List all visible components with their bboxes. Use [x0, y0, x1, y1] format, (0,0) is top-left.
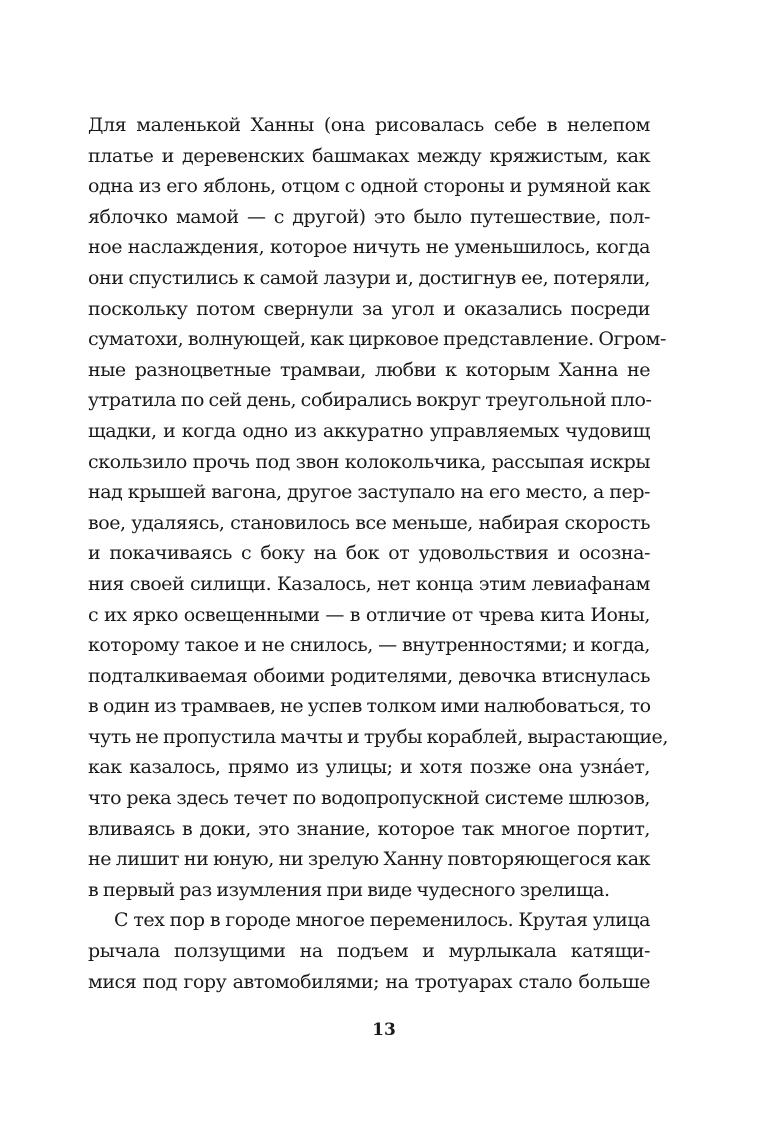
text-line: которому такое и не снилось, — внутренностями; и когда,	[88, 634, 650, 657]
text-line: вливаясь в доки, это знание, которое так многое портит,	[88, 817, 650, 840]
text-line: не лишит ни юную, ни зрелую Ханну повторяющегося как	[88, 848, 650, 871]
text-line: Для маленькой Ханны (она рисовалась себе в нелепом	[88, 114, 650, 136]
text-line: в один из трамваев, не успев толком ими налюбоваться, то	[88, 695, 651, 718]
text-line: одна из его яблонь, отцом с одной стороны и румяной как	[88, 175, 650, 198]
text-line: утратила по сей день, собирались вокруг треугольной пло-	[88, 389, 652, 412]
text-line: они спустились к самой лазури и, достигнув ее, потеряли,	[88, 266, 650, 289]
text-line: как казалось, прямо из улицы; и хотя позже она узна́ет,	[88, 756, 650, 779]
text-line: рычала ползущими на подъем и мурлыкала катящи-	[88, 940, 650, 963]
text-line: что река здесь течет по водопропускной системе шлюзов,	[88, 787, 650, 810]
text-line: яблочко мамой — с другой) это было путешествие, пол-	[88, 205, 650, 228]
text-line: чуть не пропустила мачты и трубы кораблей, вырастающие,	[88, 725, 668, 748]
page-number: 13	[372, 1020, 396, 1040]
text-line: ные разноцветные трамваи, любви к которым Ханна не	[88, 358, 650, 381]
text-line: ния своей силищи. Казалось, нет конца этим левиафанам	[88, 572, 650, 595]
text-line: ное наслаждения, которое ничуть не уменьшилось, когда	[88, 236, 650, 259]
text-line: суматохи, волнующей, как цирковое представление. Огром-	[88, 328, 666, 351]
text-line: мися под гору автомобилями; на тротуарах стало больше	[88, 970, 650, 993]
paragraph-last-line: в первый раз изумления при виде чудесного зрелища.	[88, 878, 610, 901]
text-line: с их ярко освещенными — в отличие от чрева кита Ионы,	[88, 603, 650, 626]
text-line: платье и деревенских башмаках между кряжистым, как	[88, 144, 650, 167]
text-line: вое, удаляясь, становилось все меньше, набирая скорость	[88, 511, 650, 534]
text-line: и покачиваясь с боку на бок от удовольствия и осозна-	[88, 542, 650, 565]
paragraph-first-line: С тех пор в городе многое переменилось. Крутая улица	[114, 909, 650, 932]
text-line: поскольку потом свернули за угол и оказались посреди	[88, 297, 650, 320]
text-line: над крышей вагона, другое заступало на его место, а пер-	[88, 481, 650, 504]
text-line: щадки, и когда одно из аккуратно управляемых чудовищ	[88, 419, 650, 442]
text-line: подталкиваемая обоими родителями, девочка втиснулась	[88, 664, 650, 687]
page-text-block	[88, 110, 668, 997]
text-line: скользило прочь под звон колокольчика, рассыпая искры	[88, 450, 650, 473]
